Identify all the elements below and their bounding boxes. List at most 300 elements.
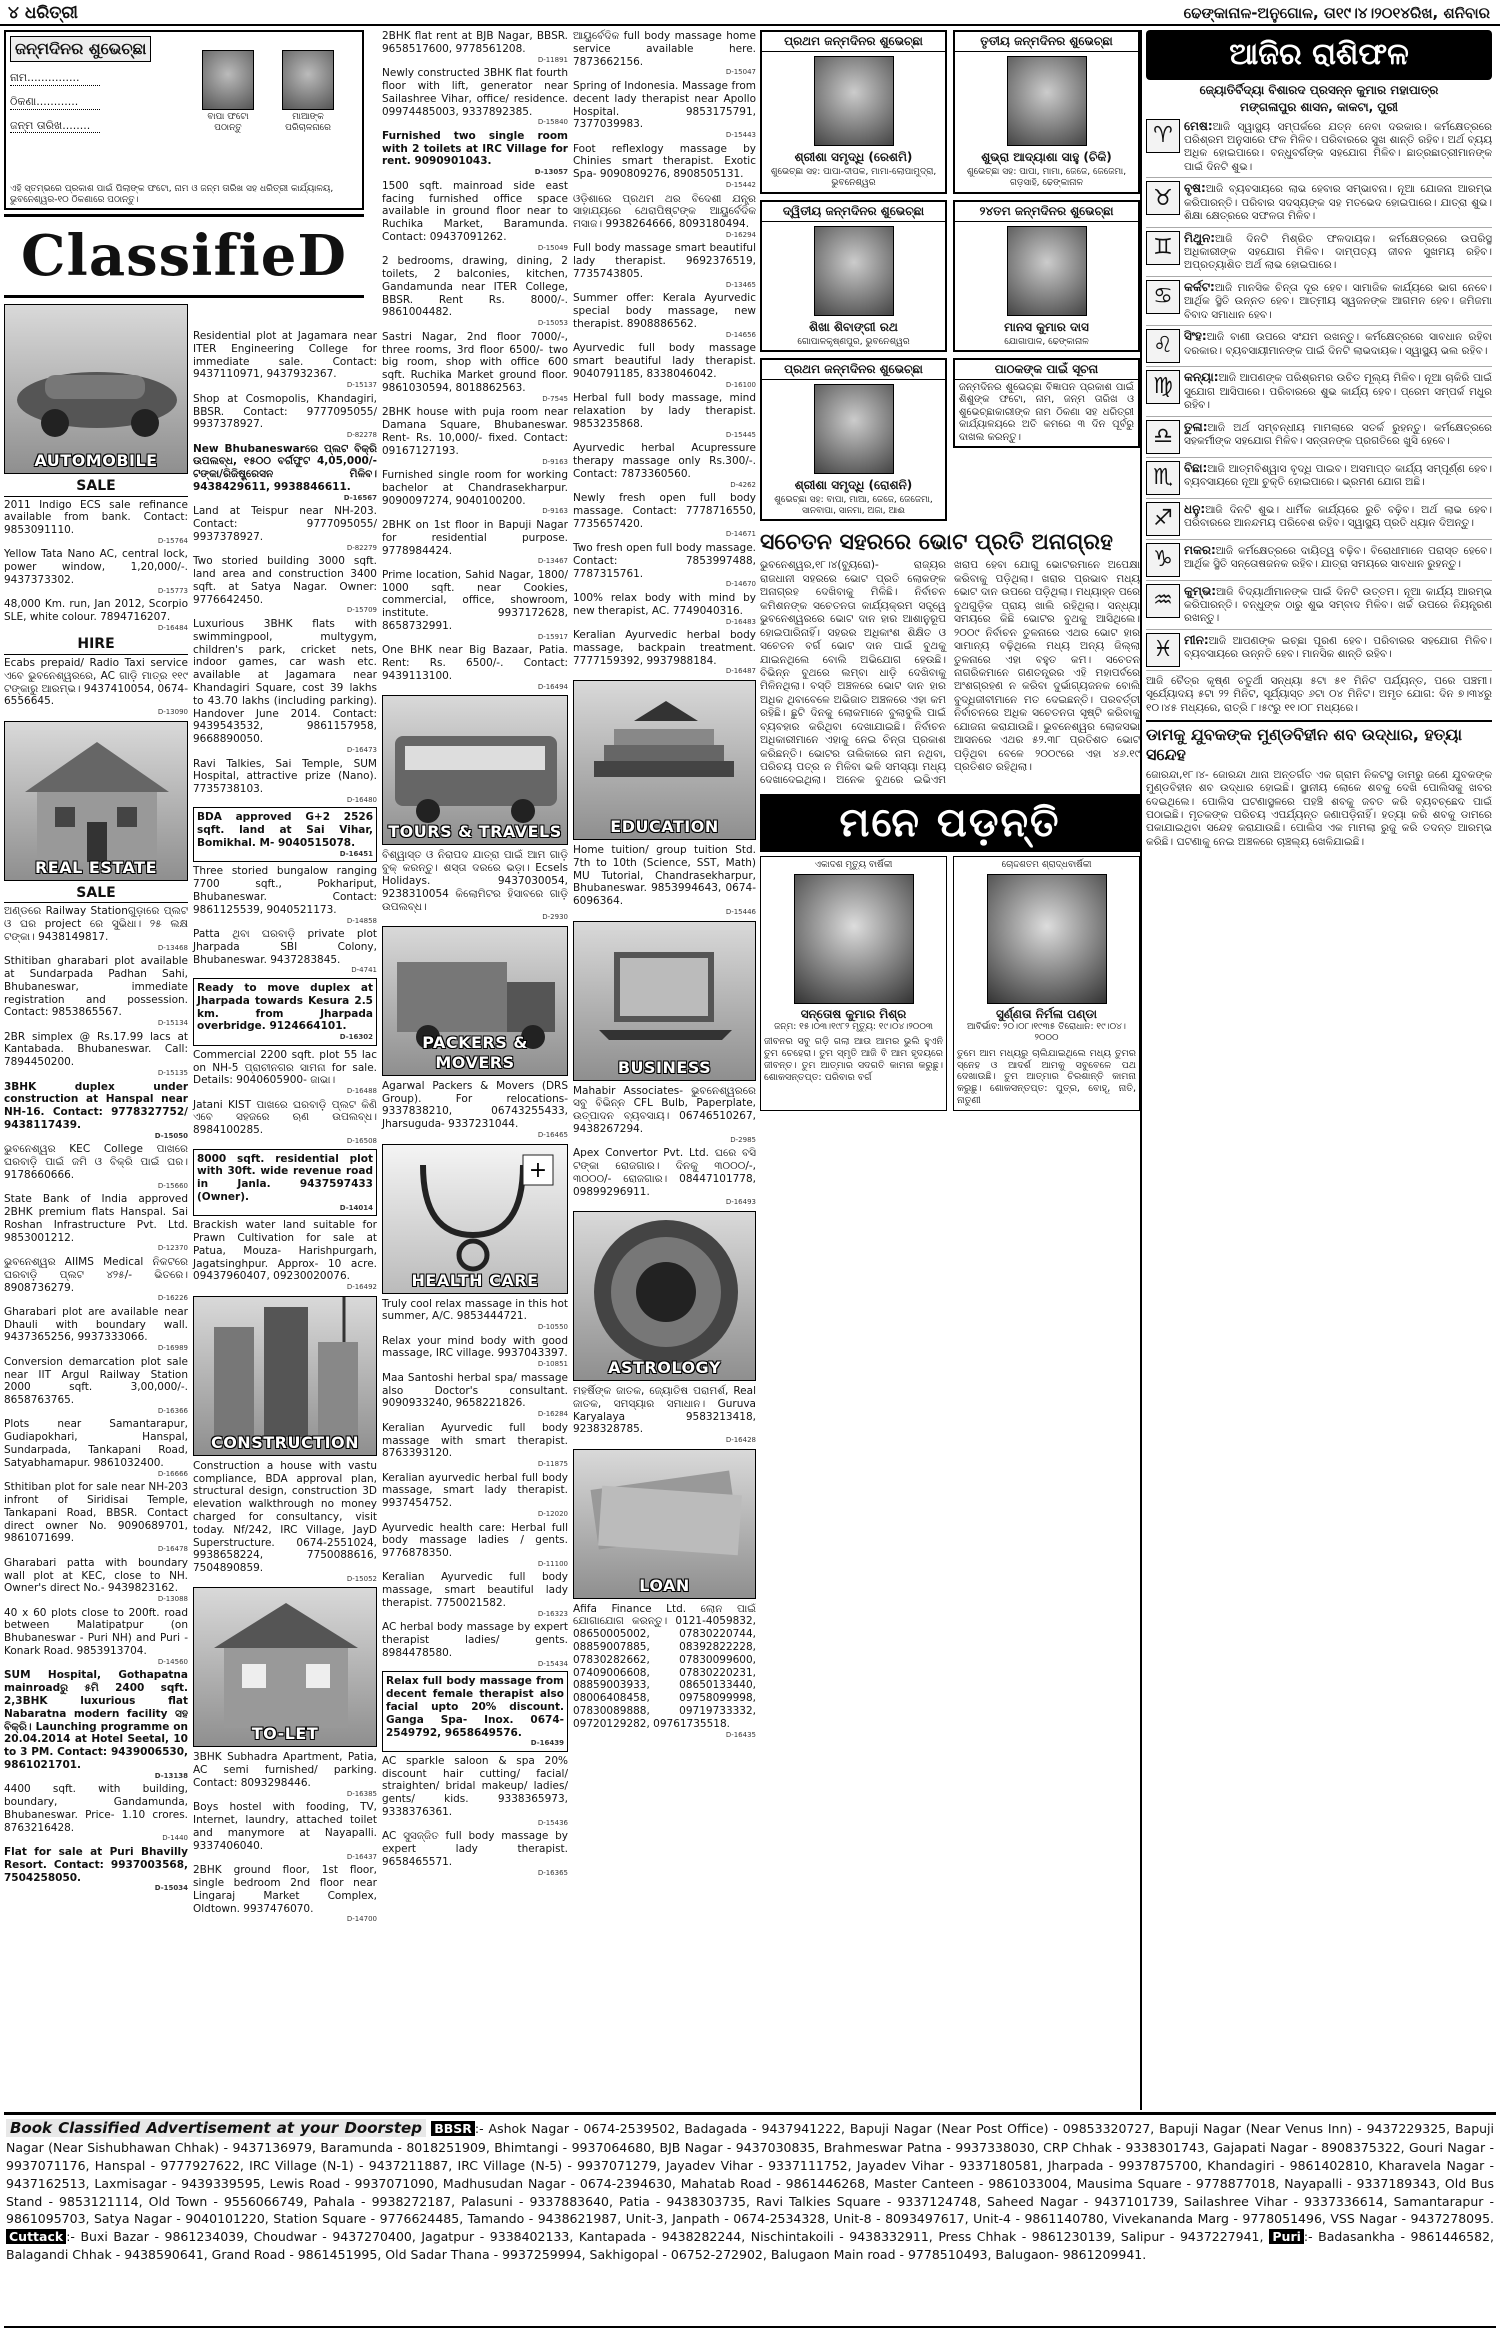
packers-image [382,926,568,1076]
ad-text: ବିଶ୍ୱାସ୍ତ ଓ ନିରାପଦ ଯାତ୍ରା ପାଇଁ ଆମ ଗାଡ଼ି ବୁକ୍ କରନ୍ତୁ। ଶସ୍ତା ଦରରେ ଭଡ଼ା। Ecsels Holidays. 9437030054, 9238310054 କିଲୋମିଟର ହିସାବରେ ଗାଡ଼ି ଉପଲବ୍ଧ। [382,849,568,913]
birthday-wish-1 [760,30,947,194]
birthday-wish-5 [760,358,947,522]
classified-ad [382,1372,568,1419]
horoscope-text [1184,584,1492,626]
horoscope-item [1146,119,1492,179]
ad-code: D-16493 [725,1198,756,1207]
classified-ad [382,1522,568,1569]
ad-text: Sastri Nagar, 2nd floor 7000/-, three rooms, 3rd floor 6500/- two big room, shop with office 600 sqft. Ruchika Market ground floor. 9861030594, 8018862563. [382,330,568,394]
ad-code: D-15050 [154,1131,188,1140]
zodiac-sign-icon: ♌ [1146,329,1180,363]
column-b [193,30,377,2110]
classified-ad [193,978,377,1046]
ad-code: D-16100 [725,380,756,389]
page-header [0,0,1500,26]
ad-text: SUM Hospital, Gothapatna mainroadରୁ ୫ମି 2400 sqft. 2,3BHK luxurious flat Nabaratna modern facility ସହ ବିକ୍ରି। Launching programme on 20.04.2014 at Hotel Seetal, 10 to 3 PM. Contact: 9439006530, 9861021701. [4,1669,188,1771]
education-label: EDUCATION [610,816,719,836]
classified-ad [193,865,377,925]
classified-ad [193,1801,377,1861]
classified-ad [4,1306,188,1353]
classified-ad [193,928,377,975]
zodiac-sign-icon: ♏ [1146,461,1180,495]
child-photo-caption: ମାଆଙ୍କ ପରିଚାଳନାରେ [285,112,331,134]
classified-ad [382,331,568,404]
sale-heading-2: SALE [4,885,188,904]
astrology-label: ASTROLOGY [608,1357,721,1377]
ad-code: D-16451 [339,849,373,858]
classified-ad [193,1099,377,1146]
classified-ad [4,598,188,632]
ad-text: BDA approved G+2 2526 sqft. land at Sai Vihar, Bomikhal. M- 9040515078. [197,811,373,850]
ad-code: D-14671 [725,530,756,539]
ad-text: Prime location, Sahid Nagar, 1800/ 1000 sqft. near Cookies, commercial, office, showroom, institute. 9937172628, 8658732991. [382,568,568,633]
zodiac-prediction: ଆଜି ଦିନଟି ଶୁଭ। ଧାର୍ମିକ କାର୍ଯ୍ୟରେ ରୁଚି ବଢ଼ିବ। ଅର୍ଥ ଲାଭ ହେବ। ପରିବାରରେ ଆନନ୍ଦମୟ ପରିବେଶ ରହିବ। ସ୍ୱାସ୍ଥ୍ୟ ପ୍ରତି ଧ୍ୟାନ ଦିଅନ୍ତୁ। [1184,503,1492,529]
classified-ad [382,1422,568,1469]
memorial-2-label: ଚୋଦ୍ଦଶତମ ଶ୍ରାଦ୍ଧବାର୍ଷିକୀ [1001,859,1092,870]
horoscope-text [1184,543,1492,577]
classified-ad [573,143,756,190]
classified-ad [573,1603,756,1740]
horoscope-text [1184,370,1492,412]
ad-code: D-16323 [537,1609,568,1618]
wish-2-title: ତୃତୀୟ ଜନ୍ମଦିନର ଶୁଭେଚ୍ଛା [955,32,1138,52]
packers-label: PACKERS & MOVERS [422,1032,528,1072]
classified-ad [382,1571,568,1618]
education-image [573,680,756,840]
construction-image [193,1296,377,1456]
ad-text: Residential plot at Jagamara near ITER Engineering College for immediate sale. Contact: 9437110971, 9437932367. [193,330,377,381]
classified-ad [573,442,756,489]
classified-ad [4,1081,188,1141]
memorial-row [760,856,1140,1111]
horoscope-item [1146,329,1492,367]
zodiac-prediction: ଆଜି ଆପଣଙ୍କ ପରିଶ୍ରମର ଉଚିତ ମୂଲ୍ୟ ମିଳିବ। ନୂଆ ଚାକିରି ପାଇଁ ସୁଯୋଗ ଆସିପାରେ। ପରିବାରରେ ଶୁଭ କାର୍ଯ୍ୟ ହେବ। ପ୍ରେମ ସମ୍ପର୍କ ମଧୁର ରହିବ। [1184,372,1492,412]
ad-code: D-15137 [346,381,377,390]
classified-ad [4,1418,188,1478]
classified-ad [382,519,568,566]
ad-code: D-15709 [346,606,377,615]
classified-ad [4,1557,188,1604]
horoscope-text [1184,502,1492,536]
classified-ad [193,1049,377,1096]
astrologer-name: ଜ୍ୟୋତିର୍ବିଦ୍ୟା ବିଶାରଦ ପ୍ରସନ୍ନ କୁମାର ମହାପାତ୍ର [1199,82,1439,97]
ad-code: D-11875 [537,1460,568,1469]
ad-code: D-9163 [542,507,568,516]
ad-code: D-16989 [157,1344,188,1353]
classified-ad [193,1460,377,1584]
ad-code: D-15445 [725,430,756,439]
zodiac-sign-name: ସିଂହ: [1184,329,1207,344]
ad-text: 3BHK duplex under construction at Hanspal near NH-16. Contact: 9778327752/ 9438117439. [4,1080,188,1131]
ad-code: D-10550 [537,1323,568,1332]
ad-text: ଓଡ଼ିଶାରେ ପ୍ରଥମ ଥର ବିଦେଶୀ ଯନ୍ତ୍ର ସାହାଯ୍ୟରେ ଥେରାପିଷ୍ଟଙ୍କ ଆୟୁର୍ବେଦିକ ମସାଜ। 9938264666, 8093180494. [573,192,756,231]
classified-ad [573,80,756,140]
ad-text: 40 x 60 plots close to 200ft. road between Malatipatpur (on Bhubaneswar - Puri NH) and Puri - Konark Road. 9853913704. [4,1606,188,1658]
ad-code: D-16483 [725,617,756,626]
zodiac-sign-name: ମେଷ: [1184,118,1213,133]
ad-code: D-16465 [537,1131,568,1140]
classified-ad [193,505,377,552]
f-news-body: ଜୋରନ୍ଦା,୧୮।୪- ଜୋରନ୍ଦା ଥାନା ଅନ୍ତର୍ଗତ ଏକ ଗ୍ରାମ ନିକଟସ୍ଥ ଡାମରୁ ଜଣେ ଯୁବକଙ୍କ ମୁଣ୍ଡବିହୀନ ଶବ ଉଦ୍ଧାର ହୋଇଛି। ସ୍ଥାନୀୟ ଲୋକେ ଶବକୁ ଦେଖି ପୋଲିସକୁ ଖବର ଦେଇଥିଲେ। ପୋଲିସ ଘଟଣାସ୍ଥଳରେ ପହଞ୍ଚି ଶବକୁ ଜବତ କରି ବ୍ୟବଚ୍ଛେଦ ପାଇଁ ପଠାଇଛି। ମୃତକଙ୍କ ପରିଚୟ ଏପର୍ଯ୍ୟନ୍ତ ଜଣାପଡ଼ିନାହିଁ। ହତ୍ୟା କରି ଶବକୁ ଡାମରେ ପକାଯାଇଥିବା ସନ୍ଦେହ କରାଯାଉଛି। ପୋଲିସ ଏକ ମାମଲା ରୁଜୁ କରି ତଦନ୍ତ ଆରମ୍ଭ କରିଛି। ଘଟଣାକୁ ନେଇ ଅଞ୍ଚଳରେ ଚାଞ୍ଚଲ୍ୟ ଖେଳିଯାଇଛି। [1146,768,1492,848]
ad-code: D-16365 [537,1868,568,1877]
ad-text: Afifa Finance Ltd. ଲୋନ ପାଇଁ ଯୋଗାଯୋଗ କରନ୍ତୁ। 0121-4059832, 08650005002, 07830220744, 08859007885, 08392822228, 07830282662, 07830099600, 07409006608, 07830220231, 08859003933, 08650133440, 08006408458, 09758099998, 07830089888, 09719733332, 09720129282, 09761735518. [573,1602,756,1730]
classified-ad [573,1385,756,1445]
ad-text: Land at Teispur near NH-203. Contact: 9777095055/ 9937378927. [193,505,377,543]
ad-code: D-16494 [537,682,568,691]
ad-text: Furnished single room for working bachelor at Chandrasekharpur. 9090097274, 9040100200. [382,469,568,507]
ad-text: New Bhubaneswarରେ ପ୍ଲଟ ବିକ୍ରି ଉପଲବ୍ଧ, ୧୫୦୦ ବର୍ଗଫୁଟ 4,05,000/- ଟଙ୍କା/ରିଜିଷ୍ଟ୍ରେସନ ମିଳିବ। 9438429611, 9938846611. [193,442,377,494]
classified-ad [573,592,756,626]
wish-2-photo [1007,56,1087,146]
classified-ad [573,292,756,339]
ad-code: D-12020 [537,1510,568,1519]
tours-label: TOURS & TRAVELS [388,822,562,842]
ad-code: D-16480 [346,795,377,804]
ad-text: Patta ଥିବା ଘରବାଡ଼ି private plot Jharpada SBI Colony, Bhubaneswar. 9437283845. [193,928,377,966]
ad-code: D-15434 [537,1659,568,1668]
ad-code: D-13088 [157,1595,188,1604]
wish-3-name: ଶିଖା ଶିବାଙ୍ଗୀ ରଥ [809,319,898,334]
ad-text: Keralian Ayurvedic full body massage with smart therapist. 8763393120. [382,1421,568,1460]
ad-text: Keralian Ayurvedic full body massage, smart beautiful lady therapist. 7750021582. [382,1571,568,1610]
memorial-1-dates: ଜନ୍ମ: ୧୫।୦୩।୧୯୮୨ ମୃତ୍ୟୁ: ୧୯।୦୪।୨୦୦୩ [774,1022,933,1033]
ad-code: D-16473 [346,745,377,754]
ad-code: D-16302 [339,1033,373,1042]
ad-code: D-13138 [154,1771,188,1780]
memorial-2-photo [987,874,1107,1004]
horoscope-item [1146,280,1492,326]
classified-ad [4,1783,188,1843]
memorial-2 [953,856,1140,1111]
zodiac-prediction: ଆଜି ଆତ୍ମବିଶ୍ୱାସ ବୃଦ୍ଧି ପାଇବ। ଅସମାପ୍ତ କାର୍ଯ୍ୟ ସମ୍ପୂର୍ଣ୍ଣ ହେବ। ବ୍ୟବସାୟରେ ନୂଆ ଚୁକ୍ତି ହୋଇପାରେ। ଭ୍ରମଣ ଯୋଗ ଅଛି। [1184,462,1492,488]
memorial-2-name: ସୁର୍ଣ୍ଣତା ନିର୍ମଳା ପଣ୍ଡା [996,1007,1097,1022]
ad-text: Three storied bungalow ranging 7700 sqft., Pokhariput, Bhubaneswar. Contact: 9861125539, 9040521173. [193,865,377,916]
car-icon [5,305,189,475]
ad-text: Newly fresh open full body massage. Contact: 7778716550, 7735657420. [573,492,756,530]
footer-cuttack-label: Cuttack [6,2229,66,2244]
to-let-label: TO-LET [251,1724,319,1744]
birthday-form-note: ଏହି ସ୍ତମ୍ଭରେ ପ୍ରକାଶ ପାଇଁ ପିଲାଙ୍କ ଫଟୋ, ନାମ ଓ ଜନ୍ମ ତାରିଖ ସହ ଧରିତ୍ରୀ କାର୍ଯ୍ୟାଳୟ, ଭୁବନେଶ୍ୱର-୧୦ ଠିକଣାରେ ପଠାନ୍ତୁ। [10,184,334,205]
ad-text: ଅଣ୍ଡରେ Railway Stationଗୁଡ଼ାରେ ପ୍ଲଟ ଓ ଘର project ରେ ସୁଭିଧା। ୨୫ ଲକ୍ଷ ଟଙ୍କା। 9438149817. [4,905,188,943]
classified-ad [573,342,756,389]
svg-text:+: + [528,1157,548,1183]
memorial-2-dates: ଆବିର୍ଭାବ: ୨୦।୦୮।୧୯୩୫ ତିରୋଧାନ: ୧୯।୦୪।୨୦୦୦ [967,1022,1126,1044]
ad-code: D-16439 [530,1739,564,1748]
classified-ad [4,905,188,952]
ad-code: D-16385 [346,1789,377,1798]
zodiac-prediction: ଆଜି ଦିନଟି ମିଶ୍ରିତ ଫଳଦାୟକ। କର୍ମକ୍ଷେତ୍ରରେ ଉପରିସ୍ଥ ଅଧିକାରୀଙ୍କ ସହଯୋଗ ମିଳିବ। ଦାମ୍ପତ୍ୟ ଜୀବନ ସୁଖମୟ ରହିବ। ଅପ୍ରତ୍ୟାଶିତ ଅର୍ଥ ଲାଭ ହୋଇପାରେ। [1184,232,1492,272]
classified-ad [382,255,568,328]
automobile-image [4,304,188,474]
zodiac-sign-icon: ♊ [1146,231,1180,265]
health-label: HEALTH CARE [411,1270,539,1290]
classified-ad [573,492,756,539]
loan-image [573,1449,756,1599]
classified-ad [4,1193,188,1253]
horoscope-text [1184,231,1492,273]
ad-text: Two storied building 3000 sqft. land area and construction 3400 sqft. at Satya Nagar. Owner: 9776642450. [193,555,377,606]
ad-code: D-13465 [725,280,756,289]
classified-ad [382,1671,568,1752]
address-line: ଠିକଣା............ [10,95,100,110]
zodiac-sign-icon: ♐ [1146,502,1180,536]
ad-text: Ravi Talkies, Sai Temple, SUM Hospital, attractive prize (Nano). 7735738103. [193,757,377,796]
ad-code: D-16226 [157,1294,188,1303]
column-f-horoscope [1140,30,1496,2110]
classified-ad [4,1256,188,1303]
classified-ad [4,1481,188,1554]
zodiac-prediction: ଆଜି କର୍ମକ୍ଷେତ୍ରରେ ଦାୟିତ୍ୱ ବଢ଼ିବ। ବିରୋଧୀମାନେ ପରାସ୍ତ ହେବେ। ଆର୍ଥିକ ସ୍ଥିତି ସନ୍ତୋଷଜନକ ରହିବ। ଯାତ୍ରା ସମୟରେ ସାବଧାନ ରୁହନ୍ତୁ। [1184,544,1492,570]
ad-code: D-15446 [725,907,756,916]
ad-code: D-14858 [346,916,377,925]
f-news-headline: ଡାମକୁ ଯୁବକଙ୍କ ମୁଣ୍ଡବିହୀନ ଶବ ଉଦ୍ଧାର, ହତ୍ୟା ସନ୍ଦେହ [1146,720,1492,765]
ad-text: Ecabs prepaid/ Radio Taxi service ଏବେ ଭୁବନେଶ୍ୱରରେ, AC ଗାଡ଼ି ମାତ୍ର ୧୧୯ ଟଙ୍କାରୁ ଆରମ୍ଭ। 9437410054, 0674-6556645. [4,656,188,708]
panchang-text: ଆଜି ଚୈତ୍ର କୃଷ୍ଣ ଚତୁର୍ଥୀ ସନ୍ଧ୍ୟା ୫ଟା ୫୧ ମିନିଟ ପର୍ଯ୍ୟନ୍ତ, ପରେ ପଞ୍ଚମୀ। ସୂର୍ଯ୍ୟୋଦୟ ୫ଟା ୨୨ ମିନିଟ, ସୂର୍ଯ୍ୟାସ୍ତ ୬ଟା ୦୪ ମିନିଟ। ଅମୃତ ଯୋଗ: ଦିନ ୭।୩୪ରୁ ୧୦।୪୫ ମଧ୍ୟରେ, ରାତ୍ରି ୮।୫୯ରୁ ୧୧।୦୮ ମଧ୍ୟରେ। [1146,674,1492,715]
ad-text: 2BHK flat rent at BJB Nagar, BBSR. 9658517600, 9778561208. [382,30,568,55]
wish-3-title: ଦ୍ୱିତୀୟ ଜନ୍ମଦିନର ଶୁଭେଚ୍ଛା [762,202,945,222]
column-e [760,30,1140,2110]
ad-code: D-15053 [537,319,568,328]
memorial-1-text: ଜୀବନର ସବୁ ଗଡ଼ି ଗଲା ଆଉ ଆମର ଭୁଲି ହୁଏନି ତୁମ ଚେହେରା। ତୁମ ସ୍ମୃତି ଆଜି ବି ଆମ ହୃଦୟରେ ଜୀବନ୍ତ। ତୁମ ଆତ୍ମାର ସଦଗତି କାମନା କରୁଛୁ। ଶୋକସନ୍ତପ୍ତ: ପରିବାର ବର୍ଗ [764,1036,943,1083]
wish-4-photo [1007,226,1087,316]
loan-label: LOAN [639,1575,690,1595]
ad-text: Shop at Cosmopolis, Khandagiri, BBSR. Contact: 9777095055/ 9937378927. [193,392,377,431]
wish-1-photo [814,56,894,146]
ad-text: AC ସୁସଜ୍ଜିତ full body massage by expert lady therapist. 9658465571. [382,1830,568,1868]
wish-2-name: ଶୁଭ୍ରା ଆଦ୍ୟାଶା ସାହୁ (ଚିକି) [981,150,1112,164]
ad-text: Boys hostel with fooding, TV, Internet, laundry, attached toilet and manymore at Nayapalli. 9337406040. [193,1801,377,1852]
ad-code: D-14670 [725,580,756,589]
footer-puri-list: :- Badasankha - 9861446582, Balagandi Chhak - 9438590641, Grand Road - 9861451995, Old Sadar Thana - 9937259994, Sakhigopal - 06752-272902, Balugaon Main road - 9778510493, Balugaon- 9861209941. [6,2229,1494,2262]
ad-code: D-16428 [725,1436,756,1445]
classified-ad [382,30,568,64]
ad-code: D-15764 [157,536,188,545]
classified-ad [573,30,756,77]
classified-ad [573,844,756,917]
birthday-form-title: ଜନ୍ମଦିନର ଶୁଭେଚ୍ଛା [10,36,151,62]
classified-ad [193,443,377,503]
zodiac-sign-icon: ♒ [1146,584,1180,618]
ad-text: 2BHK on 1st floor in Bapuji Nagar for residential purpose. 9778984424. [382,518,568,557]
ad-code: D-14700 [346,1915,377,1924]
ad-text: Plots near Samantarapur, Gudiapokhari, Hanspal, Sundarpada, Tankapani Road, Satyabhamapur. 9861032400. [4,1418,188,1469]
footer-title: Book Classified Advertisement at your Doorstep [6,2119,426,2137]
memorial-1-label: ଏକାଦଶ ମୃତ୍ୟୁ ବାର୍ଷିକୀ [814,859,893,870]
ad-code: D-9163 [542,457,568,466]
classified-ad [4,1356,188,1416]
ad-text: Flat for sale at Puri Bhavilly Resort. Contact: 9937003568, 7504258050. [4,1845,188,1884]
ad-text: Brackish water land suitable for Prawn Cultivation for sale at Patua, Mouza- Harishpurgarh, Jagatsinghpur. Approx- 10 acre. 09437960407, 09230020076. [193,1219,377,1283]
classified-ad [382,1621,568,1668]
birthday-wish-3 [760,200,947,352]
classified-ad [193,555,377,615]
ad-text: Foot reflexlogy massage by Chinies smart therapist. Exotic Spa- 9090809276, 8908505131. [573,142,756,181]
ad-text: 8000 sqft. residential plot with 30ft. wide revenue road in Janla. 9437597433 (Owner). [197,1152,373,1203]
ad-code: D-15660 [157,1181,188,1190]
memorial-1-photo [794,874,914,1004]
column-c [382,30,568,2110]
classified-ad [4,1607,188,1667]
classified-ad [193,393,377,440]
horoscope-text [1184,461,1492,495]
ad-code: D-15436 [537,1818,568,1827]
ad-code: D-2985 [730,1135,756,1144]
horoscope-item [1146,370,1492,416]
ad-text: Keralian Ayurvedic herbal body massage, backpain treatment. 7777159392, 9937988184. [573,629,756,667]
classified-ad [4,955,188,1028]
ad-text: ଭୁବନେଶ୍ୱର KEC College ପାଖରେ ଘରବାଡ଼ି ପାଇଁ ଜମି ଓ ବିକ୍ରି ପାଇଁ ଘର। 9178660666. [4,1143,188,1181]
ad-code: D-1440 [162,1834,188,1843]
classified-ad [4,1669,188,1780]
zodiac-sign-name: କର୍କଟ: [1184,279,1215,294]
ad-code: D-82279 [346,543,377,552]
classified-ad [573,1085,756,1145]
footer-puri-label: Puri [1269,2229,1304,2244]
ad-code: D-15840 [537,118,568,127]
wish-3-photo [814,226,894,316]
classified-ad [382,1830,568,1877]
ad-code: D-12370 [157,1244,188,1253]
horoscope-text [1184,633,1492,667]
ad-code: D-16484 [157,623,188,632]
classified-ad [193,1864,377,1924]
ad-text: Mahabir Associates- ଭୁବନେଶ୍ୱରରେ ସବୁ ବିଭିନ୍ନ CFL Bulb, Paperplate, ଉତ୍ପାଦନ ବ୍ୟବସାୟ। 06746510267, 9438267294. [573,1084,756,1135]
ad-text: One BHK near Big Bazaar, Patia. Rent: Rs. 6500/-. Contact: 9439113100. [382,644,568,682]
wish-1-title: ପ୍ରଥମ ଜନ୍ମଦିନର ଶୁଭେଚ୍ଛା [762,32,945,52]
classified-ad [382,569,568,642]
classified-ad [193,807,377,862]
classified-ad [382,644,568,691]
ad-text: Gharabari plot are available near Dhauli with boundary wall. 9437365256, 9937333066. [4,1305,188,1344]
ad-code: D-13468 [157,943,188,952]
ad-text: Furnished two single room with 2 toilets at IRC Village for rent. 9090901043. [382,129,568,168]
ad-code: D-14014 [339,1203,373,1212]
zodiac-sign-icon: ♋ [1146,280,1180,314]
ad-code: D-4262 [730,480,756,489]
health-image [382,1144,568,1294]
classified-ad [382,67,568,127]
classified-ad [4,548,188,595]
ad-code: D-15443 [725,131,756,140]
ad-code: D-2930 [542,913,568,922]
horoscope-item [1146,502,1492,540]
wish-1-name: ଶ୍ରୀଶା ସମୃଦ୍ଧି (ରେଶମି) [794,150,913,164]
ad-code: D-16567 [343,493,377,502]
footer-bbsr-label: BBSR [431,2121,475,2136]
ad-text: 4400 sqft. with building, boundary, Gandamunda, Bhubaneswar. Price- 1.10 crores. 8763216428. [4,1783,188,1834]
zodiac-prediction: ଆଜି ବିଦ୍ୟାର୍ଥୀମାନଙ୍କ ପାଇଁ ଦିନଟି ଉତ୍ତମ। ନୂଆ କାର୍ଯ୍ୟ ଆରମ୍ଭ କରିପାରନ୍ତି। ବନ୍ଧୁଙ୍କ ଠାରୁ ଶୁଭ ସମ୍ବାଦ ମିଳିବ। ଖର୍ଚ୍ଚ ଉପରେ ନିୟନ୍ତ୍ରଣ ରଖନ୍ତୁ। [1184,585,1492,625]
ad-text: Ayurvedic herbal Acupressure therapy massage only Rs.300/-. Contact: 7873360560. [573,442,756,480]
ad-text: Newly constructed 3BHK flat fourth floor with lift, generator near Sailashree Vihar, office/ residence. 09974485003, 9337892385. [382,67,568,118]
to-let-image [193,1587,377,1747]
classified-ad [382,1080,568,1140]
ad-text: Full body massage smart beautiful lady therapist. 9692376519, 7735743805. [573,242,756,281]
dob-line: ଜନ୍ମ ତାରିଖ........ [10,119,100,134]
zodiac-sign-name: ମୀନ: [1184,632,1209,647]
footer-cuttack-list: :- Buxi Bazar - 9861234039, Choudwar - 9437270400, Jagatpur - 9338402133, Kantapada - 9438282244, Nischintakoili - 9438332911, Press Chhak - 9861230139, Salipur - 9437227941, [66,2229,1264,2245]
ad-text: Spring of Indonesia. Massage from decent lady therapist near Apollo Hospital. 9853175791, 7377039983. [573,79,756,131]
wish-5-text: ଶୁଭେଚ୍ଛା ସହ: ବାପା, ମାଆ, ଜେଜେ, ଜେଜେମା, ସାନବାପା, ସାନମା, ଅଜା, ଆଈ [774,494,933,516]
ad-text: 1500 sqft. mainroad side east facing furnished office space available in ground floor near to Ruchika Market, Baramunda. Contact: 09437091262. [382,179,568,243]
memorial-1 [760,856,947,1111]
zodiac-prediction: ଆଜି ମାନସିକ ଚିନ୍ତା ଦୂର ହେବ। ସାମାଜିକ କାର୍ଯ୍ୟରେ ଭାଗ ନେବେ। ଆର୍ଥିକ ସ୍ଥିତି ଉନ୍ନତ ହେବ। ଆତ୍ମୀୟ ସ୍ୱଜନଙ୍କ ଆଗମନ ହେବ। ଜମିଜମା ବିବାଦ ସମାଧାନ ହେବ। [1184,281,1492,321]
ad-text: Home tuition/ group tuition Std. 7th to 10th (Science, SST, Math) MU Tutorial, Chandrasekharpur, Bhubaneswar. 9853994643, 0674-6096364. [573,843,756,908]
horoscope-text [1184,181,1492,223]
wish-3-text: ଗୋପାଳକୃଷ୍ଣପୁର, ଭୁବନେଶ୍ୱର [797,336,910,347]
classified-banner: ClassifieD [4,214,364,298]
ad-text: Gharabari patta with boundary wall plot at KEC, close to NH. Owner's direct No.- 9439823162. [4,1556,188,1595]
horoscope-item [1146,543,1492,581]
hire-heading: HIRE [4,636,188,655]
ad-text: 2BHK house with puja room near Damana Square, Bhubaneswar. Rent- Rs. 10,000/- fixed. Contact: 09167127193. [382,406,568,457]
zodiac-prediction: ଆଜି ଅର୍ଥ ସମ୍ବନ୍ଧୀୟ ମାମଲାରେ ସତର୍କ ରୁହନ୍ତୁ। କର୍ମକ୍ଷେତ୍ରରେ ସହକର୍ମୀଙ୍କ ସହଯୋଗ ମିଳିବ। ସନ୍ତାନଙ୍କ ପ୍ରଗତିରେ ଖୁସି ହେବେ। [1184,421,1492,447]
ad-code: D-16284 [537,1410,568,1419]
ad-text: Conversion demarcation plot sale near IIT Argul Railway Station 2000 sqft. 3,00,000/-. 8658763765. [4,1355,188,1407]
classified-ad [4,1846,188,1893]
ad-code: D-16435 [725,1730,756,1739]
horoscope-item [1146,461,1492,499]
ad-text: Ready to move duplex at Jharpada towards Kesura 2.5 km. from Jharpada overbridge. 9124664101. [197,981,373,1033]
zodiac-sign-name: ବିଛା: [1184,460,1208,475]
ad-code: D-4741 [351,966,377,975]
wish-1-text: ଶୁଭେଚ୍ଛା ସହ: ପାପା-ଦୀପକ, ମାମା-ଲୋପାମୁଦ୍ରା, ଭୁବନେଶ୍ୱର [770,167,937,189]
ad-code: D-13057 [534,168,568,177]
classified-ad [573,193,756,240]
business-label: BUSINESS [617,1057,712,1077]
ad-code: D-16487 [725,667,756,676]
zodiac-sign-icon: ♎ [1146,420,1180,454]
horoscope-item [1146,181,1492,227]
classified-ad [382,1472,568,1519]
ad-text: 100% relax body with mind by new therapist, AC. 7749040316. [573,591,756,617]
reader-note-box [953,358,1140,449]
memorial-banner: ମନେ ପଡ଼ନ୍ତି [760,794,1140,852]
sale-heading: SALE [4,478,188,497]
classified-booking-footer [4,2112,1496,2328]
ad-code: D-15917 [537,632,568,641]
ad-text: 3BHK Subhadra Apartment, Patia, AC semi furnished/ parking. Contact: 8093298446. [193,1751,377,1790]
ad-code: D-15773 [157,586,188,595]
zodiac-prediction: ଆଜି ବାଣୀ ଉପରେ ସଂଯମ ରଖନ୍ତୁ। କର୍ମକ୍ଷେତ୍ରରେ ସାବଧାନ ରହିବା ଦରକାର। ବ୍ୟବସାୟୀମାନଙ୍କ ପାଇଁ ଦିନଟି ଲାଭଦାୟକ। ସ୍ୱାସ୍ଥ୍ୟ ଭଲ ରହିବ। [1184,331,1492,357]
ad-code: D-13090 [157,708,188,717]
zodiac-sign-name: ଧନୁ: [1184,501,1206,516]
zodiac-prediction: ଆଜି ସ୍ୱାସ୍ଥ୍ୟ ସମ୍ପର୍କରେ ଯତ୍ନ ନେବା ଦରକାର। କର୍ମକ୍ଷେତ୍ରରେ ପରିଶ୍ରମ ଅନୁସାରେ ଫଳ ମିଳିବ। ପରିବାରରେ ସୁଖ ଶାନ୍ତି ରହିବ। ଅର୍ଥ ବ୍ୟୟ ଅଧିକ ହୋଇପାରେ। ବନ୍ଧୁବର୍ଗଙ୍କ ସହଯୋଗ ମିଳିବ। ଛାତ୍ରଛାତ୍ରୀମାନଙ୍କ ପାଇଁ ଦିନଟି ଶୁଭ। [1184,120,1492,173]
zodiac-sign-icon: ♈ [1146,119,1180,153]
classified-ad [573,242,756,289]
zodiac-prediction: ଆଜି ବ୍ୟବସାୟରେ ଲାଭ ହେବାର ସମ୍ଭାବନା। ନୂଆ ଯୋଜନା ଆରମ୍ଭ କରିପାରନ୍ତି। ପରିବାର ସଦସ୍ୟଙ୍କ ସହ ମତଭେଦ ହୋଇପାରେ। ଯାତ୍ରା ଶୁଭ। ଶିକ୍ଷା କ୍ଷେତ୍ରରେ ସଫଳତା ମିଳିବ। [1184,183,1492,223]
classified-ad [193,618,377,755]
zodiac-sign-name: କୁମ୍ଭ: [1184,583,1217,598]
ad-text: Commercial 2200 sqft. plot 55 lac on NH-5 ପ୍ରାଚୀନଗର ସାମନା for sale. Details: 9040605900- ଜାଭା। [193,1048,377,1087]
horoscope-text [1184,280,1492,322]
horoscope-text [1184,119,1492,175]
classified-ad [382,469,568,516]
ad-text: Keralian ayurvedic herbal full body massage, smart lady therapist. 9937454752. [382,1471,568,1510]
ad-code: D-16488 [346,1087,377,1096]
footer-bbsr-list: :- Ashok Nagar - 0674-2539502, Badagada - 9437941222, Bapuji Nagar (Near Post Office) - 09853320727, Bapuji Nagar (Near Venus Inn) - 9437229325, Bapuji Nagar (Near Sishubhawan Chhak) - 9437136979, Baramunda - 8018251909, Bhimtangi - 9937064680, BJB Nagar - 9437030835, Brahmeswar Patna - 9937338030, CRP Chhak - 9338301743, Gajapati Nagar - 8908375322, Gouri Nagar - 9937071176, Hanspal - 9777927622, IRC Village (N-1) - 9437211887, IRC Village (N-5) - 9937071279, Jayadev Vihar - 9337111752, Jayadev Vihar - 9337180581, Jharpada - 9937875700, Khandagiri - 9861402810, Kharavela Nagar - 9437162513, Laxmisagar - 9439339595, Lewis Road - 9937071090, Madhusudan Nagar - 0674-2394630, Mahatab Road - 9861446268, Master Canteen - 9861033004, Mausima Square - 9778877018, Nayapalli - 9337189343, Old Bus Stand - 9853121114, Old Town - 9556066749, Pahala - 9938272187, Palasuni - 9337883640, Patia - 9438303735, Ravi Talkies Square - 9337124748, Saheed Nagar - 9437101739, Sailashree Vihar - 9337336614, Samantarapur - 9861095703, Satya Nagar - 9040101220, Station Square - 9776624485, Tamando - 9438621987, Unit-3, Janpath - 0674-2534328, Unit-8 - 8093497617, Unit-4 - 9861140780, Vivekananda Marg - 9778051496, VSS Nagar - 9437278095. [6,2121,1495,2227]
ad-text: State Bank of India approved 2BHK premium flats Hanspal. Sai Roshan Infrastructure Pvt. Ltd. 9853001212. [4,1193,188,1244]
ad-text: Truly cool relax massage in this hot summer, A/C. 9853444721. [382,1297,568,1323]
automobile-label: AUTOMOBILE [34,451,158,470]
ad-code: D-15049 [537,243,568,252]
ad-code: D-14560 [157,1657,188,1666]
news-body: ଭୁବନେଶ୍ୱର,୧୮।୪(ବ୍ୟୁରୋ)- ରାଜ୍ୟର ରାଜଧାନୀ ସହରରେ ଭୋଟ ପ୍ରତି ଲୋକଙ୍କ ଅନାଗ୍ରହ ଦେଖିବାକୁ ମିଳିଛି। ନିର୍ବାଚନ କମିଶନଙ୍କ ସଚେତନତା କାର୍ଯ୍ୟକ୍ରମ ସତ୍ତ୍ୱେ ଭୁବନେଶ୍ୱରରେ ଭୋଟ ଦାନ ହାର ଆଶାନୁରୂପ ହୋଇପାରିନାହିଁ। ସହରର ଅଧିକାଂଶ ଶିକ୍ଷିତ ଓ ସଚେତନ ବର୍ଗ ଭୋଟ ଦାନ ପାଇଁ ବୁଥକୁ ଯାଇନଥିଲେ ବୋଲି ଅଭିଯୋଗ ହେଉଛି। ବିଭିନ୍ନ ବୁଥରେ ଲମ୍ବା ଧାଡ଼ି ଦେଖିବାକୁ ମିଳିନଥିଲା। ବସ୍ତି ଅଞ୍ଚଳରେ ଭୋଟ ଦାନ ହାର ଅଧିକ ଥିବାବେଳେ ଅଭିଜାତ ଅଞ୍ଚଳରେ ଏହା କମ ରହିଛି। ଛୁଟି ଦିନକୁ ଲୋକମାନେ ବୁଲାବୁଲି ପାଇଁ ବ୍ୟବହାର କରିଥିବା ଦେଖାଯାଇଛି। ନିର୍ବାଚନ ଅଧିକାରୀମାନେ ଏହାକୁ ନେଇ ଚିନ୍ତା ପ୍ରକାଶ କରିଛନ୍ତି। ଭୋଟର ତାଲିକାରେ ନାମ ନଥିବା, ପରିଚୟ ପତ୍ର ନ ମିଳିବା ଭଳି ସମସ୍ୟା ମଧ୍ୟ ଦେଖାଦେଇଥିଲା। ଅନେକ ବୁଥରେ ଇଭିଏମ ଖରାପ ହେବା ଯୋଗୁ ଭୋଟରମାନେ ଅପେକ୍ଷା କରିବାକୁ ପଡ଼ିଥିଲା। ଖରାର ପ୍ରଭାବ ମଧ୍ୟ ଭୋଟ ଦାନ ଉପରେ ପଡ଼ିଥିଲା। ମଧ୍ୟାହ୍ନ ପରେ ବୁଥଗୁଡ଼ିକ ପ୍ରାୟ ଖାଲି ରହିଥିଲା। ସନ୍ଧ୍ୟା ସମୟରେ କିଛି ଭୋଟର ବୁଥକୁ ଆସିଥିଲେ। ୨୦୦୯ ନିର୍ବାଚନ ତୁଳନାରେ ଏଥର ଭୋଟ ହାର ସାମାନ୍ୟ ବଢ଼ିଥିଲେ ମଧ୍ୟ ଅନ୍ୟ ଜିଲ୍ଲା ତୁଳନାରେ ଏହା ବହୁତ କମ। ସଚେତନ ନାଗରିକମାନେ ଗଣତନ୍ତ୍ରର ଏହି ମହାପର୍ବରେ ଅଂଶଗ୍ରହଣ ନ କରିବା ଦୁର୍ଭାଗ୍ୟଜନକ ବୋଲି ବୁଦ୍ଧିଜୀବୀମାନେ ମତ ଦେଇଛନ୍ତି। ପରବର୍ତ୍ତୀ ନିର୍ବାଚନରେ ଅଧିକ ସଚେତନତା ସୃଷ୍ଟି କରିବାକୁ ଯୋଜନା କରାଯାଉଛି। ଭୁବନେଶ୍ୱର ଲୋକସଭା ଆସନରେ ଏଥର ୫୨.୩୮ ପ୍ରତିଶତ ଭୋଟ ପଡ଼ିଥିବା ବେଳେ ୨୦୦୯ରେ ଏହା ୪୬.୧୯ ପ୍ରତିଶତ ରହିଥିଲା। [760,559,1140,787]
classified-ad [573,542,756,589]
classified-ad [193,330,377,390]
ad-text: AC herbal body massage by expert therapist ladies/ gents. 8984478580. [382,1621,568,1659]
ad-text: Ayurvedic health care: Herbal full body massage ladies / gents. 9776878350. [382,1521,568,1560]
classified-ad [573,629,756,676]
